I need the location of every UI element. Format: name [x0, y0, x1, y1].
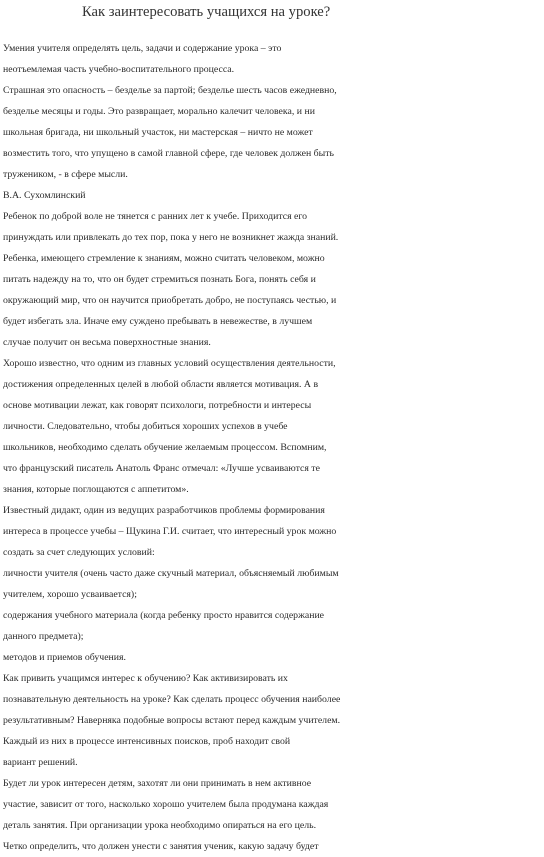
- text-line: что французский писатель Анатоль Франс отмечал: «Лучше усваиваются те: [3, 463, 320, 474]
- text-line: питать надежду на то, что он будет стремиться познать Бога, понять себя и: [3, 274, 316, 285]
- text-line: безделье месяцы и годы. Это развращает, морально калечит человека, и ни: [3, 106, 315, 117]
- document-body: [0, 38, 544, 857]
- text-line: Известный дидакт, один из ведущих разработчиков проблемы формирования: [3, 505, 325, 516]
- text-line: Каждый из них в процессе интенсивных поисков, проб находит свой: [3, 736, 291, 747]
- text-line: тружеником, - в сфере мысли.: [3, 169, 128, 180]
- text-line: основе мотивации лежат, как говорят психологи, потребности и интересы: [3, 400, 312, 411]
- text-line: школьников, необходимо сделать обучение желаемым процессом. Вспомним,: [3, 442, 327, 453]
- text-line: окружающий мир, что он научится приобретать добро, не поступаясь честью, и: [3, 295, 337, 306]
- text-line: познавательную деятельность на уроке? Как сделать процесс обучения наиболее: [3, 694, 341, 705]
- text-line: содержания учебного материала (когда ребенку просто нравится содержание: [3, 610, 325, 621]
- text-line: данного предмета);: [3, 631, 84, 642]
- text-line: Ребенка, имеющего стремление к знаниям, можно считать человеком, можно: [3, 253, 325, 264]
- document-title: Как заинтересовать учащихся на уроке?: [82, 4, 331, 20]
- text-line: участие, зависит от того, насколько хорошо учителем была продумана каждая: [3, 799, 329, 810]
- text-line: Хорошо известно, что одним из главных условий осуществления деятельности,: [3, 358, 336, 369]
- text-line: Страшная это опасность – безделье за партой; безделье шесть часов ежедневно,: [3, 85, 337, 96]
- text-line: интереса в процессе учебы – Щукина Г.И. считает, что интересный урок можно: [3, 526, 337, 537]
- text-line: неотъемлемая часть учебно-воспитательного процесса.: [3, 64, 235, 75]
- text-line: Ребенок по доброй воле не тянется с ранних лет к учебе. Приходится его: [3, 211, 308, 222]
- text-line: учителем, хорошо усваивается);: [3, 589, 137, 600]
- text-line: В.А. Сухомлинский: [3, 190, 86, 201]
- text-line: будет избегать зла. Иначе ему суждено пребывать в невежестве, в лучшем: [3, 316, 313, 327]
- text-line: принуждать или привлекать до тех пор, пока у него не возникнет жажда знаний.: [3, 232, 339, 243]
- text-line: создать за счет следующих условий:: [3, 547, 155, 558]
- text-line: личности учителя (очень часто даже скучный материал, объясняемый любимым: [3, 568, 339, 579]
- text-line: личности. Следовательно, чтобы добиться хороших успехов в учебе: [3, 421, 288, 432]
- text-line: деталь занятия. При организации урока необходимо опираться на его цель.: [3, 820, 317, 831]
- text-line: возместить того, что упущено в самой главной сфере, где человек должен быть: [3, 148, 334, 159]
- text-line: случае получит он весьма поверхностные знания.: [3, 337, 211, 348]
- text-line: Будет ли урок интересен детям, захотят ли они принимать в нем активное: [3, 778, 312, 789]
- text-line: знания, которые поглощаются с аппетитом».: [3, 484, 189, 495]
- text-line: методов и приемов обучения.: [3, 652, 126, 663]
- text-line: Умения учителя определять цель, задачи и содержание урока – это: [3, 43, 282, 54]
- text-line: школьная бригада, ни школьный участок, ни мастерская – ничто не может: [3, 127, 313, 138]
- text-line: Как привить учащимся интерес к обучению? Как активизировать их: [3, 673, 288, 684]
- text-line: Четко определить, что должен унести с занятия ученик, какую задачу будет: [3, 841, 319, 852]
- text-line: результативным? Наверняка подобные вопросы встают перед каждым учителем.: [3, 715, 341, 726]
- text-line: вариант решений.: [3, 757, 78, 768]
- text-line: достижения определенных целей в любой области является мотивация. А в: [3, 379, 319, 390]
